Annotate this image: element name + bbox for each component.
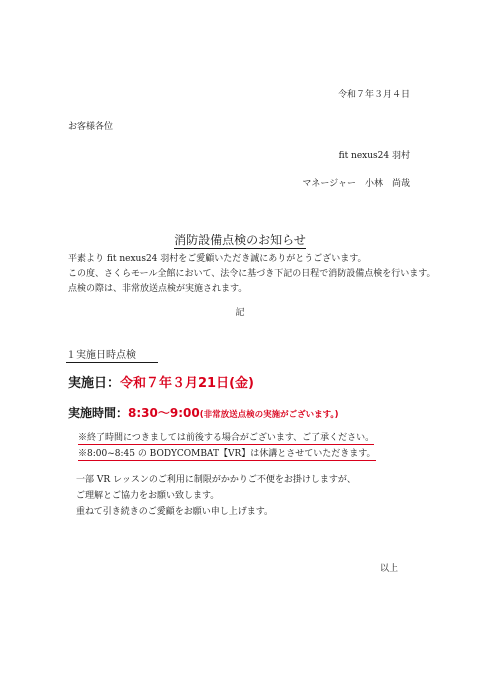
intro-line: この度、さくらモール全館において、法令に基づき下記の日程で消防設備点検を行います。	[68, 269, 436, 279]
notice-note-end-time	[78, 432, 374, 444]
ki-marker: 記	[235, 308, 245, 318]
implementation-date	[68, 375, 254, 392]
notice-note-class-cancel	[78, 448, 376, 460]
closing-line: 一部 VR レッスンのご利用に制限がかかりご不便をお掛けしますが、	[76, 475, 356, 485]
note-class-cancel-text: ※8:00~8:45 の BODYCOMBAT【VR】は休講とさせていただきます。	[78, 449, 376, 459]
section-heading	[66, 349, 158, 362]
time-note: (非常放送点検の実施がございます。)	[199, 410, 339, 420]
sender-organization: fit nexus24 羽村	[338, 151, 410, 161]
date-label: 実施日：	[68, 376, 121, 391]
sender-manager: マネージャー 小林 尚哉	[302, 179, 410, 189]
note-end-time-text: ※終了時間につきましては前後する場合がございます、ご了承ください。	[78, 433, 375, 443]
intro-line: 点検の際は、非常放送点検が実施されます。	[68, 284, 248, 294]
document-date: 令和７年３月４日	[337, 90, 410, 100]
implementation-time	[68, 405, 339, 423]
date-value: 令和７年３月21日(金)	[120, 376, 254, 391]
recipient-line: お客様各位	[68, 122, 114, 132]
time-label: 実施時間：	[68, 406, 129, 420]
closing-line: ご理解とご協力をお願い致します。	[76, 491, 220, 501]
closing-mark: 以上	[379, 564, 398, 574]
section-heading-text: １実施日時点検	[66, 350, 158, 363]
document-title	[0, 233, 480, 248]
intro-paragraph	[68, 253, 436, 298]
time-value: 8:30〜9:00	[128, 406, 200, 420]
closing-paragraph	[76, 474, 356, 522]
closing-line: 重ねて引き続きのご愛顧をお願い申し上げます。	[76, 507, 274, 517]
document-title-text: 消防設備点検のお知らせ	[174, 233, 306, 247]
intro-line: 平素より fit nexus24 羽村をご愛顧いただき誠にありがとうございます。	[68, 254, 367, 264]
